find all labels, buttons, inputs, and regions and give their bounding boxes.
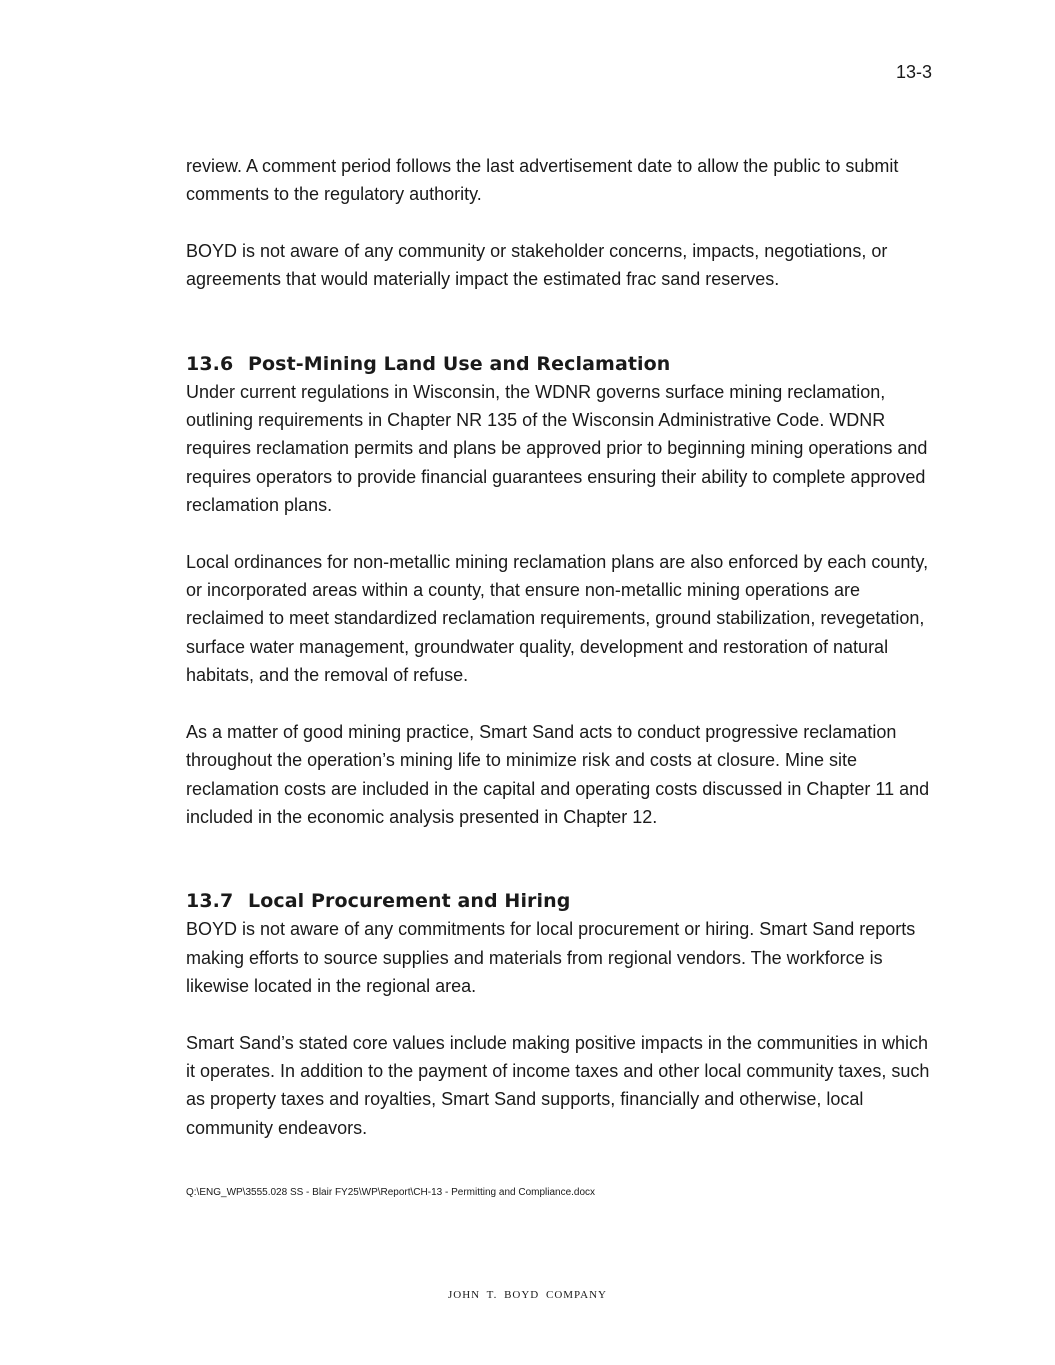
footer-file-path: Q:\ENG_WP\3555.028 SS - Blair FY25\WP\Report\CH-13 - Permitting and Compliance.docx	[186, 1187, 596, 1198]
section-title: Post-Mining Land Use and Reclamation	[248, 352, 671, 375]
paragraph-review: review. A comment period follows the last advertisement date to allow the public to submit comments to the regulatory authority.	[186, 156, 899, 205]
footer-company-name: JOHN T. BOYD COMPANY	[448, 1289, 607, 1301]
section-heading-13-6	[186, 350, 938, 378]
section-number: 13.6	[186, 352, 234, 375]
page-number: 13-3	[895, 62, 932, 82]
paragraph-stakeholder-concerns: BOYD is not aware of any community or stakeholder concerns, impacts, negotiations, or agreements that would materially impact the estimated frac sand reserves.	[186, 240, 888, 290]
paragraph-good-mining-practice: As a matter of good mining practice, Smart Sand acts to conduct progressive reclamation throughout the operation’s mining life to minimize risk and costs at closure. Mine site reclamation costs are included in the capital and operating costs discussed in Chapter 11 and included in the economic analysis presented in Chapter 12.	[186, 721, 930, 827]
section-title: Local Procurement and Hiring	[248, 890, 571, 913]
paragraph-core-values: Smart Sand’s stated core values include making positive impacts in the communities in which it operates. In addition to the payment of income taxes and other local community taxes, such as property taxes and royalties, Smart Sand supports, financially and otherwise, local community endeavors.	[186, 1032, 930, 1138]
paragraph-wdnr-regulations: Under current regulations in Wisconsin, the WDNR governs surface mining reclamation, outlining requirements in Chapter NR 135 of the Wisconsin Administrative Code. WDNR requires reclamation permits and plans be approved prior to beginning mining operations and requires operators to provide financial guarantees ensuring their ability to complete approved reclamation plans.	[186, 381, 928, 516]
section-number: 13.7	[186, 890, 234, 913]
section-heading-13-7	[186, 887, 938, 915]
paragraph-local-ordinances: Local ordinances for non-metallic mining reclamation plans are also enforced by each county, or incorporated areas within a county, that ensure non-metallic mining operations are reclaimed to meet standardized reclamation requirements, ground stabilization, revegetation, surface water management, groundwater quality, development and restoration of natural habitats, and the removal of refuse.	[186, 551, 929, 686]
document-body	[186, 152, 938, 1142]
paragraph-local-procurement: BOYD is not aware of any commitments for local procurement or hiring. Smart Sand reports making efforts to source supplies and materials from regional vendors. The workforce is likewise located in the regional area.	[186, 919, 916, 997]
